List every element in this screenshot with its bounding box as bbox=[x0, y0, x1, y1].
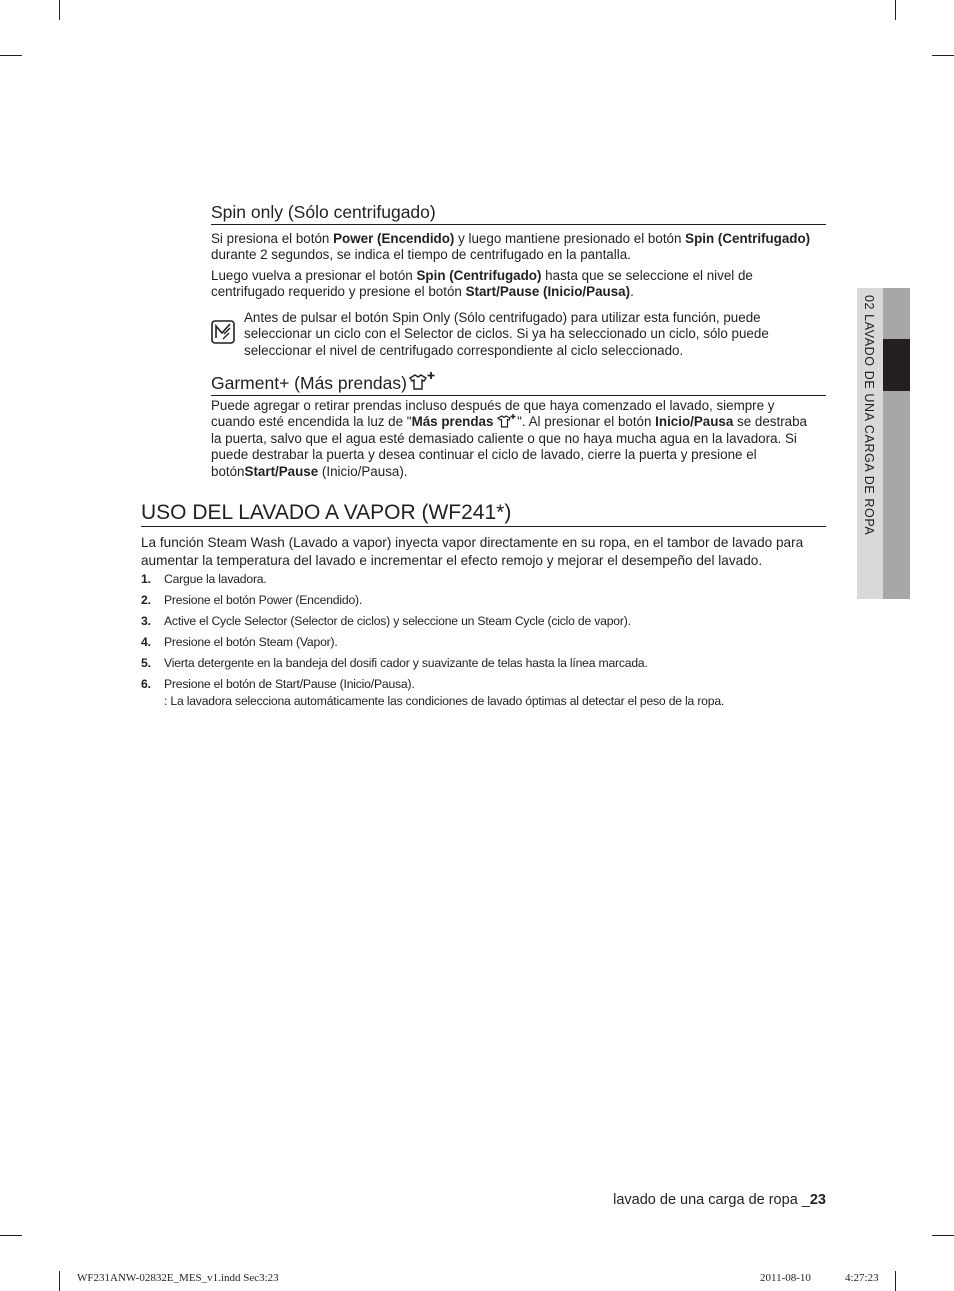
print-slug-file: WF231ANW-02832E_MES_v1.indd Sec3:23 bbox=[77, 1272, 279, 1284]
chapter-tab-shade bbox=[883, 288, 910, 599]
garment-plus-icon bbox=[497, 414, 517, 429]
steam-intro: La función Steam Wash (Lavado a vapor) inyecta vapor directamente en su ropa, en el tambor de lavado para aumentar la temperatura del lavado e incrementar el efecto remojo y mejorar el desempeño del lavado. bbox=[141, 535, 804, 568]
crop-mark bbox=[0, 1235, 22, 1236]
spin-only-heading: Spin only (Sólo centrifugado) bbox=[211, 201, 826, 225]
crop-mark bbox=[59, 1271, 60, 1291]
spin-only-paragraph-1: Si presiona el botón Power (Encendido) y luego mantiene presionado el botón Spin (Centrifugado) durante 2 segundos, se indica el tiempo de centrifugado en la pantalla. bbox=[211, 231, 811, 263]
garment-plus-icon bbox=[407, 372, 437, 392]
crop-mark bbox=[932, 1235, 954, 1236]
crop-mark bbox=[59, 0, 60, 20]
crop-mark bbox=[932, 55, 954, 56]
chapter-tab-label: 02 LAVADO DE UNA CARGA DE ROPA bbox=[862, 295, 876, 536]
garment-heading: Garment+ (Más prendas) bbox=[211, 372, 826, 396]
note-icon bbox=[211, 320, 235, 344]
crop-mark bbox=[0, 55, 22, 56]
crop-mark bbox=[895, 1271, 896, 1291]
list-item: 4. Presione el botón Steam (Vapor). bbox=[141, 635, 338, 649]
list-item: 2. Presione el botón Power (Encendido). bbox=[141, 593, 363, 607]
print-slug-time: 4:27:23 bbox=[845, 1272, 879, 1284]
list-item: 6. Presione el botón de Start/Pause (Inicio/Pausa). : La lavadora selecciona automáticamente las condiciones de lavado óptimas al detectar el peso de la ropa. bbox=[141, 677, 725, 708]
steam-heading: USO DEL LAVADO A VAPOR (WF241*) bbox=[141, 501, 826, 527]
crop-mark bbox=[895, 0, 896, 20]
page-footer: lavado de una carga de ropa _23 bbox=[613, 1192, 826, 1208]
steam-steps-list bbox=[141, 571, 831, 714]
spin-only-note: Antes de pulsar el botón Spin Only (Sólo centrifugado) para utilizar esta función, puede seleccionar un ciclo con el Selector de ciclos. Si ya ha seleccionado un ciclo, sólo puede seleccionar el nivel de centrifugado correspondiente al ciclo seleccionado. bbox=[244, 310, 769, 358]
list-item: 1. Cargue la lavadora. bbox=[141, 572, 267, 586]
list-item: 5. Vierta detergente en la bandeja del dosifi cador y suavizante de telas hasta la línea marcada. bbox=[141, 656, 648, 670]
spin-only-paragraph-2: Luego vuelva a presionar el botón Spin (Centrifugado) hasta que se seleccione el nivel de centrifugado requerido y presione el botón Start/Pause (Inicio/Pausa). bbox=[211, 268, 753, 300]
print-slug-date: 2011-08-10 bbox=[760, 1272, 811, 1284]
chapter-tab-marker bbox=[883, 339, 910, 391]
page-number: 23 bbox=[809, 1192, 826, 1208]
list-item: 3. Active el Cycle Selector (Selector de ciclos) y seleccione un Steam Cycle (ciclo de vapor). bbox=[141, 614, 631, 628]
garment-paragraph: Puede agregar o retirar prendas incluso después de que haya comenzado el lavado, siempre y cuando esté encendida la luz de "Más prendas ". Al presionar el botón Inicio/Pausa se destraba la puerta, salvo que el agua esté demasiado caliente o que no haya mucha agua en la lavadora. Si puede destrabar la puerta y desea continuar el ciclo de lavado, cierre la puerta y presione el botónStart/Pause (Inicio/Pausa). bbox=[211, 398, 808, 479]
